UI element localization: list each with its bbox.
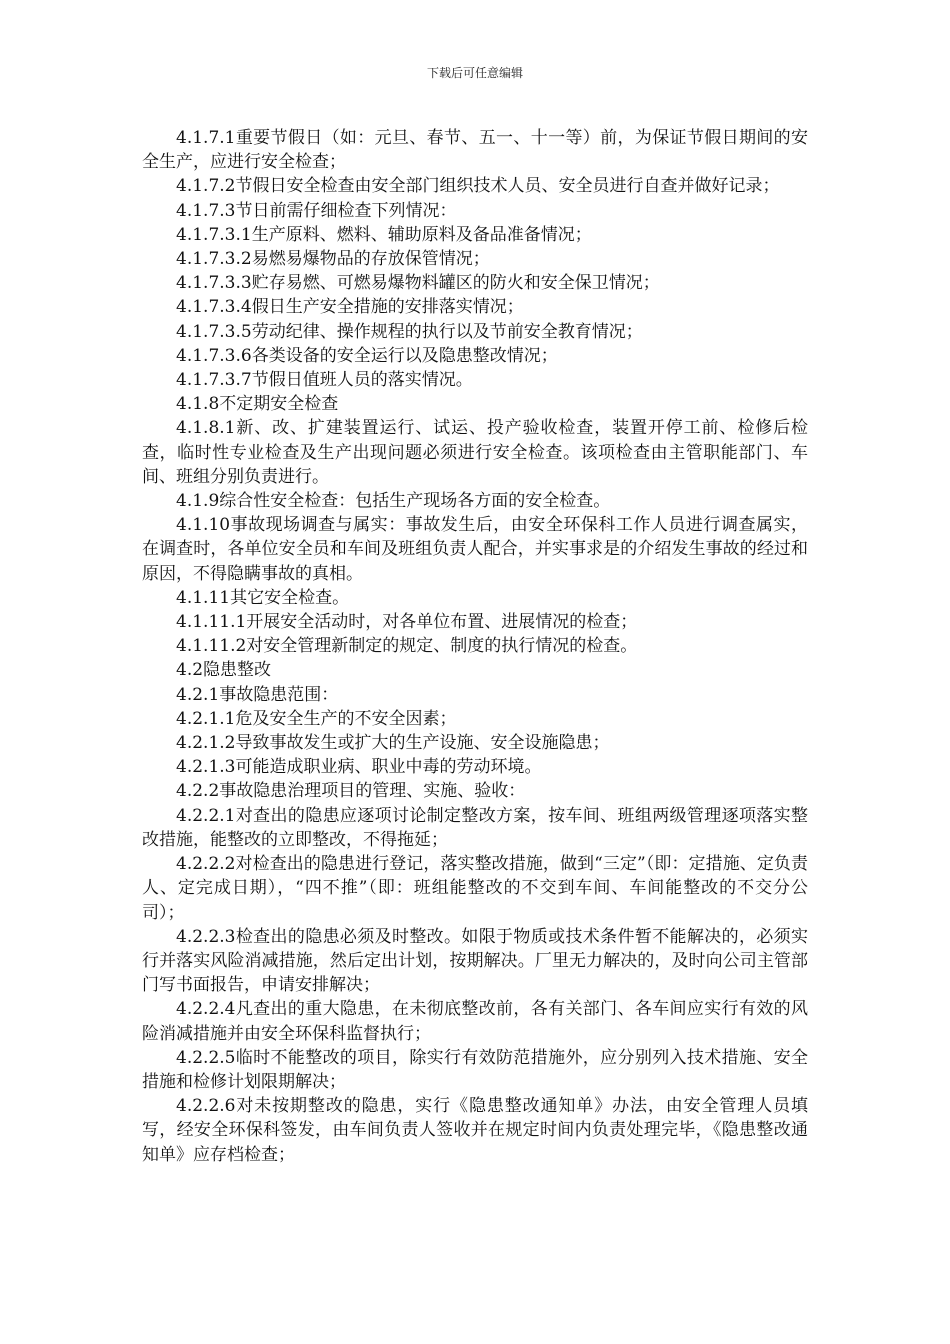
paragraph: 4.1.10事故现场调查与属实：事故发生后，由安全环保科工作人员进行调查属实，在调查时，各单位安全员和车间及班组负责人配合，并实事求是的介绍发生事故的经过和原因，不得隐瞒事故的真相。 [142,515,808,584]
paragraph: 4.2.1.2导致事故发生或扩大的生产设施、安全设施隐患； [176,733,610,754]
paragraph: 4.1.7.3.7节假日值班人员的落实情况。 [176,370,473,391]
paragraph: 4.2.2.3检查出的隐患必须及时整改。如限于物质或技术条件暂不能解决的，必须实行并落实风险消减措施，然后定出计划，按期解决。厂里无力解决的，及时向公司主管部门写书面报告，申请安排解决； [142,926,808,996]
paragraph: 4.2.2事故隐患治理项目的管理、实施、验收： [176,781,526,802]
paragraph: 4.1.8.1新、改、扩建装置运行、试运、投产验收检查，装置开停工前、检修后检查，临时性专业检查及生产出现问题必须进行安全检查。该项检查由主管职能部门、车间、班组分别负责进行。 [142,418,808,487]
paragraph: 4.2.2.5临时不能整改的项目，除实行有效防范措施外，应分别列入技术措施、安全措施和检修计划限期解决； [142,1047,808,1092]
paragraph: 4.2.2.2对检查出的隐患进行登记，落实整改措施，做到“三定”（即：定措施、定负责人、定完成日期），“四不推”（即：班组能整改的不交到车间、车间能整改的不交分公司）； [142,854,808,923]
paragraph: 4.2.1.3可能造成职业病、职业中毒的劳动环境。 [176,757,542,778]
paragraph: 4.2.1事故隐患范围： [176,684,339,705]
paragraph: 4.1.7.3节日前需仔细检查下列情况： [176,200,457,221]
page-header-note: 下载后可任意编辑 [426,66,523,80]
paragraph: 4.1.7.1重要节假日（如：元旦、春节、五一、十一等）前，为保证节假日期间的安全生产，应进行安全检查； [142,128,808,173]
paragraph: 4.2.1.1危及安全生产的不安全因素； [176,708,457,729]
paragraph: 4.2.2.1对查出的隐患应逐项讨论制定整改方案，按车间、班组两级管理逐项落实整改措施，能整改的立即整改，不得拖延； [142,805,808,850]
paragraph: 4.1.7.2节假日安全检查由安全部门组织技术人员、安全员进行自查并做好记录； [176,176,780,197]
section-heading: 4.1.8不定期安全检查 [176,394,339,415]
paragraph: 4.1.7.3.3贮存易燃、可燃易爆物料罐区的防火和安全保卫情况； [176,273,660,294]
document-body [142,126,808,1167]
paragraph: 4.2.2.4凡查出的重大隐患，在未彻底整改前，各有关部门、各车间应实行有效的风险消减措施并由安全环保科监督执行； [142,999,808,1044]
paragraph: 4.1.7.3.1生产原料、燃料、辅助原料及备品准备情况； [176,224,592,245]
paragraph: 4.2.2.6对未按期整改的隐患，实行《隐患整改通知单》办法，由安全管理人员填写，经安全环保科签发，由车间负责人签收并在规定时间内负责处理完毕，《隐患整改通知单》应存档检查； [142,1096,808,1165]
paragraph: 4.1.11其它安全检查。 [176,587,350,608]
paragraph: 4.1.7.3.5劳动纪律、操作规程的执行以及节前安全教育情况； [176,321,643,342]
section-heading: 4.2隐患整改 [176,660,272,681]
paragraph: 4.1.7.3.6各类设备的安全运行以及隐患整改情况； [176,345,558,366]
paragraph: 4.1.9综合性安全检查：包括生产现场各方面的安全检查。 [176,491,611,512]
paragraph: 4.1.11.2对安全管理新制定的规定、制度的执行情况的检查。 [176,636,638,657]
paragraph: 4.1.7.3.2易燃易爆物品的存放保管情况； [176,249,490,270]
paragraph: 4.1.11.1开展安全活动时，对各单位布置、进展情况的检查； [176,612,638,633]
paragraph: 4.1.7.3.4假日生产安全措施的安排落实情况； [176,297,524,318]
